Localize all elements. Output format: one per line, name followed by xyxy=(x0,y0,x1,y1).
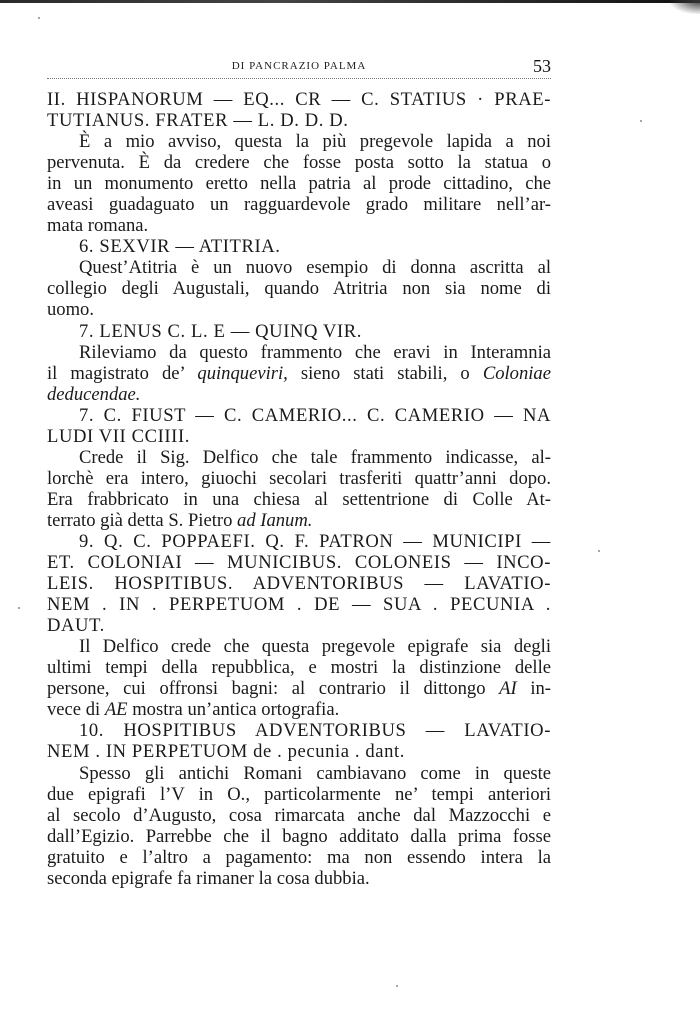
text-run: LEIS. HOSPITIBUS. ADVENTORIBUS — LAVATIO- xyxy=(47,573,551,595)
text-run: due epigrafi l’V in O., particolarmente ne’ tempi anteriori xyxy=(47,783,551,805)
text-run: 6. SEXVIR — ATITRIA. xyxy=(79,236,281,258)
text-line xyxy=(47,257,551,278)
text-line xyxy=(47,805,551,826)
text-run: ultimi tempi della repubblica, e mostri la distinzione delle xyxy=(47,657,551,679)
text-run: 10. HOSPITIBUS ADVENTORIBUS — LAVATIO- xyxy=(79,720,551,742)
italic-text: deducendae. xyxy=(47,383,141,405)
inscription-line xyxy=(47,573,551,594)
text-run: sieno stati stabili, o xyxy=(287,362,483,384)
text-line xyxy=(47,510,551,531)
text-run: gratuito e l’altro a pagamento: ma non essendo intera la xyxy=(47,846,551,868)
text-line xyxy=(47,447,551,468)
page-text xyxy=(47,89,551,889)
text-line xyxy=(47,131,551,152)
scan-speck xyxy=(396,985,398,987)
text-line xyxy=(47,215,551,236)
text-run: È a mio avviso, questa la più pregevole lapida a noi xyxy=(79,131,551,153)
scan-speck xyxy=(640,120,642,122)
inscription-line xyxy=(47,110,551,131)
text-run: LUDI VII CCIIII. xyxy=(47,425,190,447)
text-line xyxy=(47,363,551,384)
text-run: vece di xyxy=(47,699,105,721)
page-number: 53 xyxy=(533,56,551,76)
text-run: aveasi guadaguato un ragguardevole grado militare nell’ar- xyxy=(47,194,551,216)
inscription-line xyxy=(47,615,551,636)
inscription-line xyxy=(47,531,551,552)
text-line xyxy=(47,636,551,657)
text-line xyxy=(47,784,551,805)
text-line xyxy=(47,299,551,320)
text-line xyxy=(47,278,551,299)
text-run: persone, cui offronsi bagni: al contrario il dittongo xyxy=(47,678,500,700)
inscription-line xyxy=(47,426,551,447)
book-page xyxy=(47,56,551,889)
text-line xyxy=(47,847,551,868)
text-line xyxy=(47,826,551,847)
text-run: dall’Egizio. Parrebbe che il bagno additato dalla prima fosse xyxy=(47,825,551,847)
text-run: 9. Q. C. POPPAEFI. Q. F. PATRON — MUNICIPI — xyxy=(79,530,551,552)
text-run: Era frabbricato in una chiesa al settentrione di Colle At- xyxy=(47,488,551,510)
scan-speck xyxy=(38,17,40,19)
text-run: 7. C. FIUST — C. CAMERIO... C. CAMERIO — NA xyxy=(79,404,551,426)
text-line xyxy=(47,384,551,405)
text-run: pervenuta. È da credere che fosse posta sotto la statua o xyxy=(47,152,551,174)
text-run: al secolo d’Augusto, cosa rimarcata anche dal Mazzocchi e xyxy=(47,804,551,826)
text-run: in- xyxy=(516,678,551,700)
text-run: in un monumento eretto nella patria al prode cittadino, che xyxy=(47,173,551,195)
text-run: Il Delfico crede che questa pregevole epigrafe sia degli xyxy=(79,636,551,658)
text-line xyxy=(47,763,551,784)
italic-text: quinqueviri, xyxy=(197,362,288,384)
text-run: mata romana. xyxy=(47,215,149,237)
text-run: II. HISPANORUM — EQ... CR — C. STATIUS · PRAE- xyxy=(47,89,551,110)
text-line xyxy=(47,342,551,363)
text-line xyxy=(47,489,551,510)
text-line xyxy=(47,173,551,194)
scan-top-edge xyxy=(0,0,700,3)
inscription-line xyxy=(47,552,551,573)
text-line xyxy=(47,657,551,678)
text-line xyxy=(47,468,551,489)
text-line xyxy=(47,152,551,173)
scan-corner-shadow xyxy=(670,0,700,14)
inscription-line xyxy=(47,594,551,615)
text-line xyxy=(47,699,551,720)
text-line xyxy=(47,868,551,889)
text-run: 7. LENUS C. L. E — QUINQ VIR. xyxy=(79,320,363,342)
running-head xyxy=(47,56,551,79)
italic-text: AE xyxy=(104,699,128,721)
italic-text: Coloniae xyxy=(482,362,551,384)
inscription-line xyxy=(47,89,551,110)
text-run: uomo. xyxy=(47,299,95,321)
inscription-line xyxy=(47,741,551,762)
text-run: lorchè era intero, giuochi secolari trasferiti quattr’anni dopo. xyxy=(47,467,551,489)
text-run: ET. COLONIAI — MUNICIBUS. COLONEIS — INCO- xyxy=(47,552,551,574)
text-run: seconda epigrafe fa rimaner la cosa dubbia. xyxy=(47,867,370,889)
text-run: DAUT. xyxy=(47,615,105,637)
scan-speck xyxy=(18,607,20,609)
italic-text: ad Ianum. xyxy=(237,509,313,531)
text-run: NEM . IN . PERPETUOM . DE — SUA . PECUNIA . xyxy=(47,594,551,616)
text-run: il magistrato de’ xyxy=(47,362,198,384)
scan-speck xyxy=(598,550,600,552)
text-run: collegio degli Augustali, quando Atritria non sia nome di xyxy=(47,278,551,300)
text-line xyxy=(47,194,551,215)
text-run: Spesso gli antichi Romani cambiavano come in queste xyxy=(79,762,551,784)
inscription-line xyxy=(47,236,551,257)
text-run: terrato già detta S. Pietro xyxy=(47,509,238,531)
inscription-line xyxy=(47,405,551,426)
text-run: Quest’Atitria è un nuovo esempio di donna ascritta al xyxy=(79,257,551,279)
running-head-title: DI PANCRAZIO PALMA xyxy=(231,60,367,72)
text-line xyxy=(47,678,551,699)
text-run: NEM . IN PERPETUOM de . pecunia . dant. xyxy=(47,741,406,763)
inscription-line xyxy=(47,720,551,741)
italic-text: AI xyxy=(499,678,517,700)
text-run: Crede il Sig. Delfico che tale frammento indicasse, al- xyxy=(79,446,551,468)
text-run: Rileviamo da questo frammento che eravi in Interamnia xyxy=(79,341,551,363)
inscription-line xyxy=(47,321,551,342)
text-run: TUTIANUS. FRATER — L. D. D. D. xyxy=(47,110,349,132)
text-run: mostra un’antica ortografia. xyxy=(127,699,340,721)
